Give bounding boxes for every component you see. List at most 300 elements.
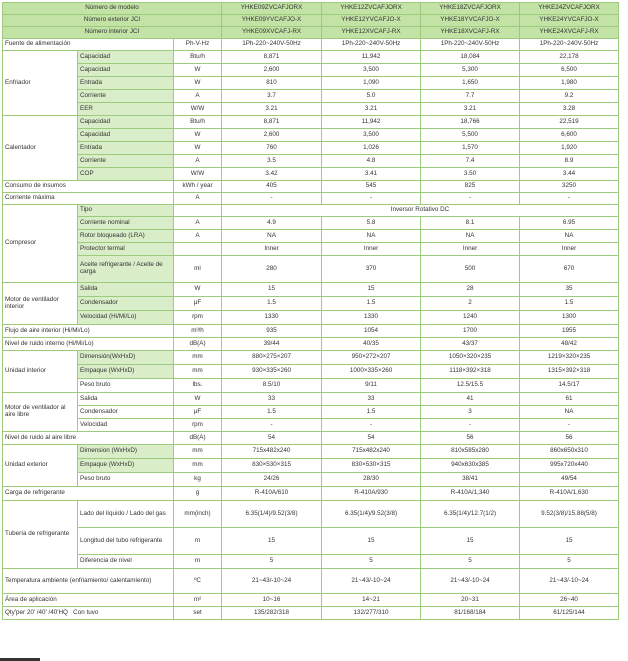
value-cell: 54 <box>222 432 322 445</box>
value-cell: 21~43/-10~24 <box>222 569 322 594</box>
refrigerant-row <box>3 487 619 501</box>
indoor-number-cell: YHKE09XVCAFJ-RX <box>222 27 322 39</box>
row-unit: W/W <box>174 168 222 181</box>
model-cell: YHKE24ZVCAFJORX <box>520 3 619 15</box>
indoor-noise-unit: dB(A) <box>174 338 222 351</box>
value-cell: 8,871 <box>222 51 322 64</box>
value-cell: 8,871 <box>222 116 322 129</box>
row-name: Capacidad <box>78 64 174 77</box>
value-cell: 935 <box>222 325 322 338</box>
value-cell: 3.5 <box>222 155 322 168</box>
cooling-row <box>3 51 619 64</box>
row-name: Corriente <box>78 90 174 103</box>
value-cell: 3.21 <box>322 103 421 116</box>
value-cell: 6.95 <box>520 217 619 230</box>
value-cell: NA <box>322 230 421 243</box>
row-unit: mm <box>174 459 222 473</box>
value-cell: 33 <box>222 393 322 406</box>
model-cell: YHKE09ZVCAFJORX <box>222 3 322 15</box>
heating-row <box>3 142 619 155</box>
value-cell: 8.9 <box>520 155 619 168</box>
value-cell: 15 <box>322 528 421 555</box>
area-row <box>3 594 619 607</box>
compressor-label: Compresor <box>3 205 78 283</box>
outdoor-unit-label: Unidad exterior <box>3 445 78 487</box>
value-cell: 1.5 <box>222 297 322 311</box>
model-row <box>3 3 619 15</box>
value-cell: 8.5/10 <box>222 379 322 393</box>
row-unit: rpm <box>174 311 222 325</box>
value-cell: 825 <box>421 181 520 193</box>
indoor-noise-label: Nivel de ruido interno (Hi/Mi/Lo) <box>3 338 174 351</box>
outdoor-number-label: Número exterior JCI <box>3 15 222 27</box>
value-cell: 43/37 <box>421 338 520 351</box>
value-cell: 14.5/17 <box>520 379 619 393</box>
value-cell: 11,942 <box>322 51 421 64</box>
value-cell: 11,942 <box>322 116 421 129</box>
outdoor-unit-row <box>3 445 619 459</box>
row-unit: m <box>174 528 222 555</box>
row-unit: W/W <box>174 103 222 116</box>
value-cell: 15 <box>520 528 619 555</box>
value-cell: - <box>222 193 322 205</box>
row-unit: Btu/h <box>174 51 222 64</box>
value-cell: 1,090 <box>322 77 421 90</box>
value-cell: 995x720x440 <box>520 459 619 473</box>
value-cell: 1330 <box>222 311 322 325</box>
row-unit: A <box>174 155 222 168</box>
row-name: Dimension (WxHxD) <box>78 445 174 459</box>
outdoor-fan-row <box>3 393 619 406</box>
area-label: Área de aplicación <box>3 594 174 607</box>
value-cell: 1,570 <box>421 142 520 155</box>
value-cell: 5 <box>322 555 421 569</box>
row-name: Peso bruto <box>78 473 174 487</box>
value-cell: 405 <box>222 181 322 193</box>
row-name: Corriente <box>78 155 174 168</box>
indoor-unit-label: Unidad interior <box>3 351 78 393</box>
value-cell: - <box>222 419 322 432</box>
value-cell: 10~16 <box>222 594 322 607</box>
row-unit: μF <box>174 297 222 311</box>
value-cell: 21~43/-10~24 <box>322 569 421 594</box>
value-cell: 48/42 <box>520 338 619 351</box>
value-cell: 22,519 <box>520 116 619 129</box>
value-cell: 132/277/310 <box>322 607 421 620</box>
value-cell: 1.5 <box>520 297 619 311</box>
value-cell: 40/35 <box>322 338 421 351</box>
value-cell: R-410A/1,630 <box>520 487 619 501</box>
row-name: Velocidad (Hi/Mi/Lo) <box>78 311 174 325</box>
value-cell: 860x650x310 <box>520 445 619 459</box>
row-name: Longitud del tubo refrigerante <box>78 528 174 555</box>
value-cell: 21~43/-10~24 <box>421 569 520 594</box>
value-cell: 1240 <box>421 311 520 325</box>
value-cell: 3.7 <box>222 90 322 103</box>
value-cell: - <box>322 193 421 205</box>
value-cell: 1,920 <box>520 142 619 155</box>
row-unit: W <box>174 129 222 142</box>
row-name: Entrada <box>78 142 174 155</box>
value-cell: Inner <box>520 243 619 256</box>
value-cell: 35 <box>520 283 619 297</box>
value-cell: 14~21 <box>322 594 421 607</box>
indoor-unit-row <box>3 365 619 379</box>
row-unit: mm <box>174 351 222 365</box>
value-cell: 830×530×315 <box>222 459 322 473</box>
value-cell: 760 <box>222 142 322 155</box>
compressor-row <box>3 217 619 230</box>
value-cell: Inner <box>222 243 322 256</box>
value-cell: NA <box>520 406 619 419</box>
value-cell: 81/168/184 <box>421 607 520 620</box>
outdoor-fan-row <box>3 406 619 419</box>
value-cell: 8.1 <box>421 217 520 230</box>
value-cell: 54 <box>322 432 421 445</box>
indoor-airflow-label: Flujo de aire interior (Hi/Mi/Lo) <box>3 325 174 338</box>
value-cell: 9.2 <box>520 90 619 103</box>
value-cell: 3.21 <box>421 103 520 116</box>
value-cell: 135/282/318 <box>222 607 322 620</box>
row-unit: lbs. <box>174 379 222 393</box>
value-cell: 1219×320×235 <box>520 351 619 365</box>
value-cell: 22,178 <box>520 51 619 64</box>
value-cell: - <box>421 419 520 432</box>
value-cell: NA <box>222 230 322 243</box>
heating-row <box>3 129 619 142</box>
cooling-row <box>3 103 619 116</box>
indoor-unit-row <box>3 351 619 365</box>
outdoor-fan-label: Motor de ventilador al aire libre <box>3 393 78 432</box>
row-unit: A <box>174 90 222 103</box>
value-cell: 26~40 <box>520 594 619 607</box>
compressor-row <box>3 256 619 283</box>
row-unit: m <box>174 555 222 569</box>
indoor-unit-row <box>3 379 619 393</box>
max-current-unit: A <box>174 193 222 205</box>
qty-row <box>3 607 619 620</box>
row-unit: ml <box>174 256 222 283</box>
value-cell: 830×530×315 <box>322 459 421 473</box>
outdoor-number-cell: YHKE18YVCAFJO-X <box>421 15 520 27</box>
value-cell: 1054 <box>322 325 421 338</box>
row-unit: Btu/h <box>174 116 222 129</box>
outdoor-unit-row <box>3 459 619 473</box>
refrigerant-label: Carga de refrigerante <box>3 487 174 501</box>
value-cell: 930×335×260 <box>222 365 322 379</box>
qty-label-cell <box>3 607 174 620</box>
value-cell: 15 <box>421 528 520 555</box>
indoor-number-row <box>3 27 619 39</box>
value-cell: 1300 <box>520 311 619 325</box>
value-cell: 3 <box>421 406 520 419</box>
row-name: Lado del líquido / Lado del gas <box>78 501 174 528</box>
value-cell: 2,600 <box>222 129 322 142</box>
value-cell: 2 <box>421 297 520 311</box>
value-cell: 810 <box>222 77 322 90</box>
value-cell: 15 <box>322 283 421 297</box>
row-unit <box>174 243 222 256</box>
ambient-label: Temperatura ambiente (enfriamiento/ calentamiento) <box>3 569 174 594</box>
cooling-label: Enfriador <box>3 51 78 116</box>
indoor-fan-label: Motor de ventilador interior <box>3 283 78 325</box>
value-cell: 5,500 <box>421 129 520 142</box>
row-name: COP <box>78 168 174 181</box>
value-cell: 940x630x385 <box>421 459 520 473</box>
value-cell: 24/26 <box>222 473 322 487</box>
row-name: Capacidad <box>78 51 174 64</box>
area-unit: m² <box>174 594 222 607</box>
value-cell: 3.44 <box>520 168 619 181</box>
max-current-label: Corriente máxima <box>3 193 174 205</box>
row-unit: mm <box>174 365 222 379</box>
value-cell: 6,500 <box>520 64 619 77</box>
value-cell: 1Ph-220~240V-50Hz <box>222 39 322 51</box>
power-row <box>3 39 619 51</box>
value-cell: R-410A/930 <box>322 487 421 501</box>
value-cell: 1000×335×260 <box>322 365 421 379</box>
value-cell: 950×272×207 <box>322 351 421 365</box>
indoor-number-cell: YHKE18XVCAFJ-RX <box>421 27 520 39</box>
heating-row <box>3 155 619 168</box>
value-cell: 6,600 <box>520 129 619 142</box>
value-cell: 7.7 <box>421 90 520 103</box>
value-cell: 1315×392×318 <box>520 365 619 379</box>
row-unit: W <box>174 77 222 90</box>
value-cell: 6.35(1/4)/9.52(3/8) <box>322 501 421 528</box>
outdoor-noise-row <box>3 432 619 445</box>
row-name: Diferencia de nivel <box>78 555 174 569</box>
value-cell: 1.5 <box>222 406 322 419</box>
qty-unit: set <box>174 607 222 620</box>
row-name: Capacidad <box>78 129 174 142</box>
power-label: Fuente de alimentación <box>3 39 174 51</box>
row-name: Empaque (WxHxD) <box>78 459 174 473</box>
model-cell: YHKE12ZVCAFJORX <box>322 3 421 15</box>
value-cell: 1Ph-220~240V-50Hz <box>421 39 520 51</box>
compressor-type-value: Inversor Rotativo DC <box>222 205 619 217</box>
row-name: Condensador <box>78 297 174 311</box>
value-cell: 28 <box>421 283 520 297</box>
value-cell: 18,084 <box>421 51 520 64</box>
indoor-number-cell: YHKE24XVCAFJ-RX <box>520 27 619 39</box>
value-cell: 5.8 <box>322 217 421 230</box>
value-cell: 715x482x240 <box>222 445 322 459</box>
consumption-label: Consumo de insumos <box>3 181 174 193</box>
indoor-airflow-row <box>3 325 619 338</box>
value-cell: 715x482x240 <box>322 445 421 459</box>
row-unit: A <box>174 230 222 243</box>
value-cell: R-410A/610 <box>222 487 322 501</box>
heating-row <box>3 168 619 181</box>
value-cell: 4.8 <box>322 155 421 168</box>
value-cell: 1.5 <box>322 406 421 419</box>
value-cell: 15 <box>222 528 322 555</box>
indoor-fan-row <box>3 311 619 325</box>
row-unit: W <box>174 142 222 155</box>
piping-label: Tubería de refrigerante <box>3 501 78 569</box>
value-cell: - <box>421 193 520 205</box>
value-cell: 6.35(1/4)/12.7(1/2) <box>421 501 520 528</box>
heating-row <box>3 116 619 129</box>
indoor-airflow-unit: m³/h <box>174 325 222 338</box>
value-cell: NA <box>520 230 619 243</box>
value-cell: 880×275×207 <box>222 351 322 365</box>
outdoor-noise-label: Nivel de ruido al aire libre <box>3 432 174 445</box>
value-cell: 1,980 <box>520 77 619 90</box>
value-cell: 1,026 <box>322 142 421 155</box>
value-cell: 1955 <box>520 325 619 338</box>
value-cell: - <box>520 193 619 205</box>
value-cell: 4.9 <box>222 217 322 230</box>
value-cell: 1330 <box>322 311 421 325</box>
row-name: Protector termal <box>78 243 174 256</box>
value-cell: 545 <box>322 181 421 193</box>
value-cell: 670 <box>520 256 619 283</box>
power-unit: Ph-V-Hz <box>174 39 222 51</box>
row-unit: W <box>174 393 222 406</box>
piping-row <box>3 501 619 528</box>
cooling-row <box>3 90 619 103</box>
indoor-noise-row <box>3 338 619 351</box>
value-cell: R-410A/1,340 <box>421 487 520 501</box>
consumption-unit: kWh / year <box>174 181 222 193</box>
model-label: Número de modelo <box>3 3 222 15</box>
outdoor-number-cell: YHKE12YVCAFJO-X <box>322 15 421 27</box>
piping-row <box>3 528 619 555</box>
value-cell: 15 <box>222 283 322 297</box>
row-name: Empaque (WxHxD) <box>78 365 174 379</box>
value-cell: Inner <box>322 243 421 256</box>
value-cell: 12.5/15.5 <box>421 379 520 393</box>
row-unit: W <box>174 283 222 297</box>
value-cell: 5.0 <box>322 90 421 103</box>
row-name: Dimensión(WxHxD) <box>78 351 174 365</box>
outdoor-number-row <box>3 15 619 27</box>
value-cell: 38/41 <box>421 473 520 487</box>
row-unit: kg <box>174 473 222 487</box>
value-cell: - <box>322 419 421 432</box>
cooling-row <box>3 64 619 77</box>
value-cell: 49/54 <box>520 473 619 487</box>
value-cell: 3,500 <box>322 64 421 77</box>
value-cell: 21~43/-10~24 <box>520 569 619 594</box>
value-cell: 1Ph-220~240V-50Hz <box>520 39 619 51</box>
value-cell: 3.50 <box>421 168 520 181</box>
value-cell: 5 <box>520 555 619 569</box>
value-cell: 56 <box>520 432 619 445</box>
value-cell: 20~31 <box>421 594 520 607</box>
compressor-row <box>3 230 619 243</box>
model-cell: YHKE18ZVCAFJORX <box>421 3 520 15</box>
value-cell: 5 <box>222 555 322 569</box>
consumption-row <box>3 181 619 193</box>
piping-row <box>3 555 619 569</box>
value-cell: 810x585x280 <box>421 445 520 459</box>
heating-label: Calentador <box>3 116 78 181</box>
row-unit: rpm <box>174 419 222 432</box>
value-cell: 1700 <box>421 325 520 338</box>
value-cell: 3.42 <box>222 168 322 181</box>
value-cell: 3.41 <box>322 168 421 181</box>
outdoor-number-cell: YHKE09YVCAFJO-X <box>222 15 322 27</box>
value-cell: 3.21 <box>222 103 322 116</box>
row-name: Salida <box>78 393 174 406</box>
value-cell: 1,650 <box>421 77 520 90</box>
qty-note: Con tuvo <box>73 608 99 616</box>
indoor-number-label: Número interior JCI <box>3 27 222 39</box>
row-name: Tipo <box>78 205 174 217</box>
value-cell: 1050×320×235 <box>421 351 520 365</box>
row-name: Rotor bloqueado (LRA) <box>78 230 174 243</box>
value-cell: 5 <box>421 555 520 569</box>
qty-label: Qty'per 20' /40' /40'HQ <box>5 608 68 616</box>
row-name: Salida <box>78 283 174 297</box>
outdoor-fan-row <box>3 419 619 432</box>
row-unit: W <box>174 64 222 77</box>
row-name: Peso bruto <box>78 379 174 393</box>
value-cell: Inner <box>421 243 520 256</box>
spec-table <box>2 2 619 620</box>
row-name: Condensador <box>78 406 174 419</box>
value-cell: 1Ph-220~240V-50Hz <box>322 39 421 51</box>
value-cell: 1.5 <box>322 297 421 311</box>
indoor-number-cell: YHKE12XVCAFJ-RX <box>322 27 421 39</box>
value-cell: NA <box>421 230 520 243</box>
outdoor-number-cell: YHKE24YVCAFJO-X <box>520 15 619 27</box>
value-cell: 5,300 <box>421 64 520 77</box>
cooling-row <box>3 77 619 90</box>
row-unit: μF <box>174 406 222 419</box>
row-name: Capacidad <box>78 116 174 129</box>
ambient-row <box>3 569 619 594</box>
value-cell: - <box>520 419 619 432</box>
value-cell: 7.4 <box>421 155 520 168</box>
ambient-unit: ºC <box>174 569 222 594</box>
value-cell: 9/11 <box>322 379 421 393</box>
value-cell: 3.28 <box>520 103 619 116</box>
value-cell: 1118×392×318 <box>421 365 520 379</box>
value-cell: 41 <box>421 393 520 406</box>
value-cell: 18,766 <box>421 116 520 129</box>
value-cell: 2,600 <box>222 64 322 77</box>
row-unit: A <box>174 217 222 230</box>
value-cell: 33 <box>322 393 421 406</box>
outdoor-unit-row <box>3 473 619 487</box>
row-name: EER <box>78 103 174 116</box>
indoor-fan-row <box>3 297 619 311</box>
value-cell: 39/44 <box>222 338 322 351</box>
value-cell: 9.52(3/8)/15.88(5/8) <box>520 501 619 528</box>
row-unit: mm <box>174 445 222 459</box>
value-cell: 500 <box>421 256 520 283</box>
max-current-row <box>3 193 619 205</box>
indoor-fan-row <box>3 283 619 297</box>
row-unit: mm(inch) <box>174 501 222 528</box>
value-cell: 28/30 <box>322 473 421 487</box>
row-name: Corriente nominal <box>78 217 174 230</box>
value-cell: 3250 <box>520 181 619 193</box>
row-name: Aceite refrigerante / Aceite de carga <box>78 256 174 283</box>
value-cell: 61/125/144 <box>520 607 619 620</box>
compressor-type-row <box>3 205 619 217</box>
value-cell: 370 <box>322 256 421 283</box>
refrigerant-unit: g <box>174 487 222 501</box>
row-name: Entrada <box>78 77 174 90</box>
row-name: Velocidad <box>78 419 174 432</box>
outdoor-noise-unit: dB(A) <box>174 432 222 445</box>
value-cell: 61 <box>520 393 619 406</box>
